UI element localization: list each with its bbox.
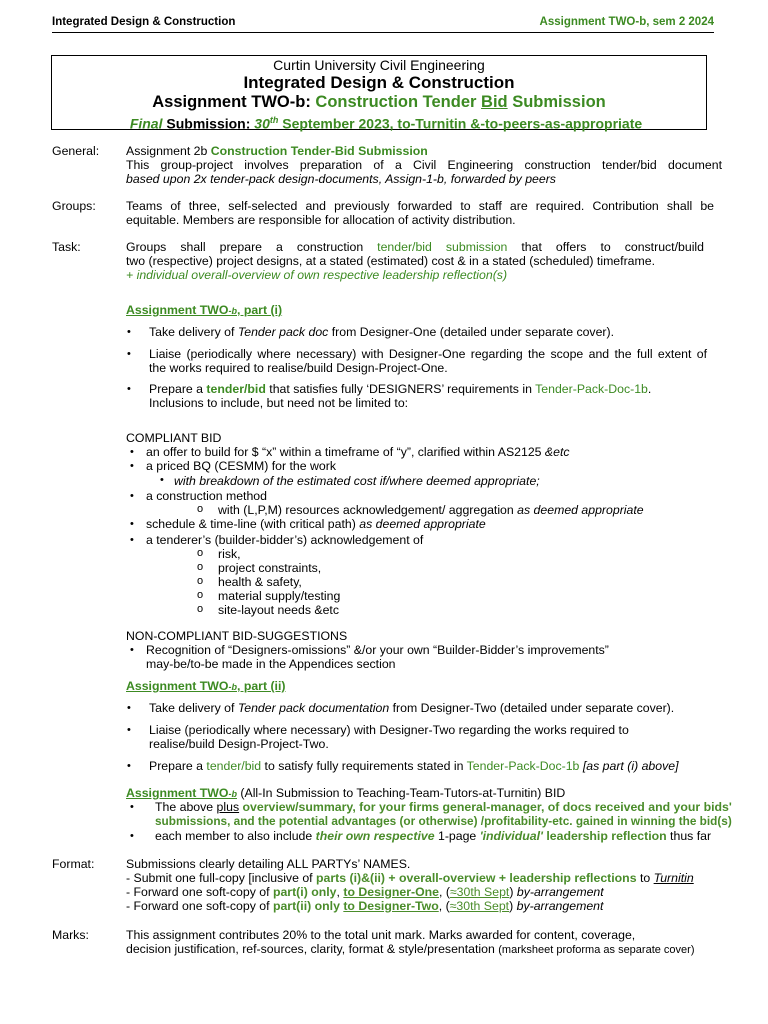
bullet-icon: •	[160, 474, 164, 486]
allin-item-1: The above plus overview/summary, for your firms general-manager, of docs received and your bids'	[155, 800, 732, 814]
header-assignment: Assignment TWO-b, sem 2 2024	[539, 16, 714, 28]
general-line-1: Assignment 2b Construction Tender-Bid Submission	[126, 144, 428, 158]
circle-bullet-icon: o	[197, 561, 204, 573]
compliant-heading: COMPLIANT BID	[126, 431, 222, 445]
bullet-icon: •	[127, 724, 131, 736]
groups-line-1: Teams of three, self-selected and previously forwarded to staff are required. Contribution shall be	[126, 199, 714, 213]
format-line-1: Submissions clearly detailing ALL PARTYs’ NAMES.	[126, 857, 411, 871]
marks-line-1: This assignment contributes 20% to the total unit mark. Marks awarded for content, coverage,	[126, 928, 636, 942]
compliant-item-3-sub: with (L,P,M) resources acknowledgement/ aggregation as deemed appropriate	[218, 503, 644, 517]
groups-line-2: equitable. Members are responsible for allocation of activity distribution.	[126, 213, 516, 227]
general-label: General:	[52, 144, 100, 158]
circle-bullet-icon: o	[197, 589, 204, 601]
format-line-4: - Forward one soft-copy of part(ii) only to Designer-Two, (≈30th Sept) by-arrangement	[126, 899, 604, 913]
compliant-item-2: a priced BQ (CESMM) for the work	[146, 459, 336, 473]
assignment-title: Assignment TWO-b: Construction Tender Bid Submission	[152, 93, 606, 111]
allin-item-1-cont: submissions, and the potential advantages (or otherwise) /profitability-etc. gained in winning the bid(s)	[155, 814, 732, 828]
university-line: Curtin University Civil Engineering	[273, 57, 485, 73]
task-line-3: + individual overall-overview of own respective leadership reflection(s)	[126, 268, 508, 282]
part-i-heading: Assignment TWO-b, part (i)	[126, 303, 283, 317]
part-i-item-1: Take delivery of Tender pack doc from Designer-One (detailed under separate cover).	[149, 325, 615, 339]
part-i-item-2: Liaise (periodically where necessary) with Designer-One regarding the scope and the full extent of	[149, 347, 707, 361]
bullet-icon: •	[127, 760, 131, 772]
noncompliant-item-1-cont: may-be/to-be made in the Appendices section	[146, 657, 396, 671]
marks-label: Marks:	[52, 928, 89, 942]
noncompliant-heading: NON-COMPLIANT BID-SUGGESTIONS	[126, 629, 348, 643]
circle-bullet-icon: o	[197, 603, 204, 615]
compliant-item-5: a tenderer’s (builder-bidder’s) acknowledgement of	[146, 533, 424, 547]
marks-line-2: decision justification, ref-sources, clarity, format & style/presentation (marksheet proforma as separate cover)	[126, 942, 695, 956]
title-box	[51, 55, 707, 130]
part-ii-item-2-cont: realise/build Design-Project-Two.	[149, 737, 329, 751]
compliant-sub-item: project constraints,	[218, 561, 322, 575]
bullet-icon: •	[127, 326, 131, 338]
compliant-sub-item: site-layout needs &etc	[218, 603, 339, 617]
bullet-icon: •	[130, 490, 134, 502]
part-ii-item-3: Prepare a tender/bid to satisfy fully requirements stated in Tender-Pack-Doc-1b [as part (i) above]	[149, 759, 679, 773]
circle-bullet-icon: o	[197, 503, 204, 515]
part-ii-item-1: Take delivery of Tender pack documentation from Designer-Two (detailed under separate cover).	[149, 701, 675, 715]
part-ii-heading: Assignment TWO-b, part (ii)	[126, 679, 286, 693]
format-line-2: - Submit one full-copy [inclusive of parts (i)&(ii) + overall-overview + leadership reflections to Turnitin	[126, 871, 694, 885]
compliant-sub-item: material supply/testing	[218, 589, 341, 603]
bullet-icon: •	[130, 534, 134, 546]
compliant-sub-item: health & safety,	[218, 575, 302, 589]
compliant-item-3: a construction method	[146, 489, 267, 503]
header-course: Integrated Design & Construction	[52, 16, 236, 28]
task-line-1: Groups shall prepare a construction tender/bid submission that offers to construct/build	[126, 240, 704, 254]
bullet-icon: •	[130, 644, 134, 656]
bullet-icon: •	[130, 830, 134, 842]
general-line-2: This group-project involves preparation of a Civil Engineering construction tender/bid document	[126, 158, 722, 172]
compliant-sub-item: risk,	[218, 547, 241, 561]
bullet-icon: •	[130, 518, 134, 530]
format-label: Format:	[52, 857, 95, 871]
course-title: Integrated Design & Construction	[243, 73, 515, 92]
task-label: Task:	[52, 240, 81, 254]
compliant-item-4: schedule & time-line (with critical path) as deemed appropriate	[146, 517, 486, 531]
groups-label: Groups:	[52, 199, 96, 213]
compliant-item-2-sub: with breakdown of the estimated cost if/where deemed appropriate;	[174, 474, 540, 488]
allin-item-2: each member to also include their own respective 1-page 'individual' leadership reflection thus far	[155, 829, 712, 843]
part-i-item-3: Prepare a tender/bid that satisfies fully ‘DESIGNERS’ requirements in Tender-Pack-Doc-1b.	[149, 382, 652, 396]
noncompliant-item-1: Recognition of “Designers-omissions” &/or your own “Builder-Bidder’s improvements”	[146, 643, 609, 657]
submission-date: Final Submission: 30th September 2023, to-Turnitin &-to-peers-as-appropriate	[129, 115, 643, 132]
part-ii-item-2: Liaise (periodically where necessary) with Designer-Two regarding the works required to	[149, 723, 629, 737]
compliant-item-1: an offer to build for $ “x” within a timeframe of “y”, clarified within AS2125 &etc	[146, 445, 570, 459]
part-i-item-3-cont: Inclusions to include, but need not be limited to:	[149, 396, 409, 410]
bullet-icon: •	[127, 383, 131, 395]
circle-bullet-icon: o	[197, 575, 204, 587]
bullet-icon: •	[130, 801, 134, 813]
page-header	[52, 14, 714, 33]
part-i-item-2-cont: the works required to realise/build Design-Project-One.	[149, 361, 448, 375]
general-line-3: based upon 2x tender-pack design-documents, Assign-1-b, forwarded by peers	[126, 172, 556, 186]
circle-bullet-icon: o	[197, 547, 204, 559]
allin-heading: Assignment TWO-b (All-In Submission to Teaching-Team-Tutors-at-Turnitin) BID	[126, 786, 566, 800]
bullet-icon: •	[127, 702, 131, 714]
bullet-icon: •	[130, 460, 134, 472]
bullet-icon: •	[127, 348, 131, 360]
task-line-2: two (respective) project designs, at a stated (estimated) cost & in a stated (scheduled) timeframe.	[126, 254, 656, 268]
bullet-icon: •	[130, 446, 134, 458]
format-line-3: - Forward one soft-copy of part(i) only, to Designer-One, (≈30th Sept) by-arrangement	[126, 885, 604, 899]
